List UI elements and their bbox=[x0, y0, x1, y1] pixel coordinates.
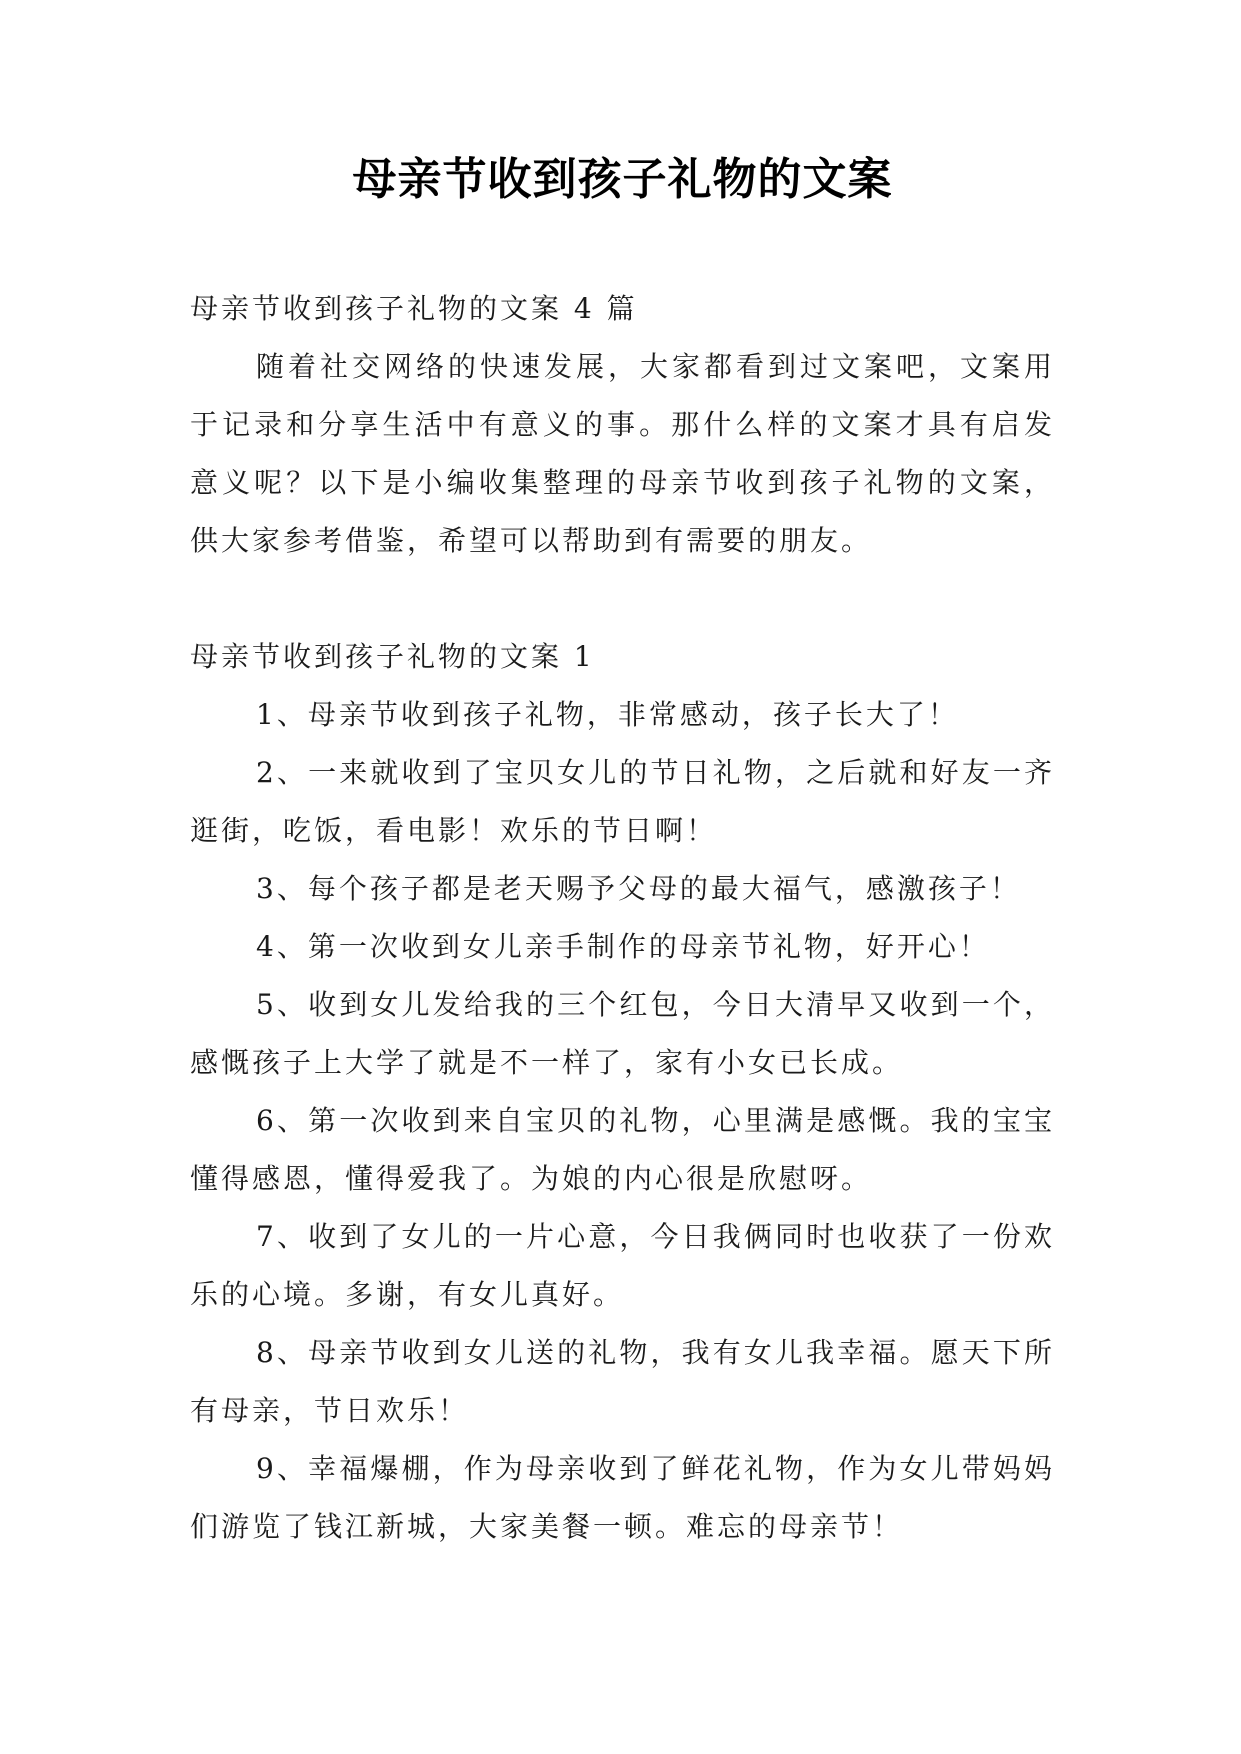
list-item: 7、收到了女儿的一片心意，今日我俩同时也收获了一份欢乐的心境。多谢，有女儿真好。 bbox=[190, 1220, 1055, 1311]
intro-heading: 母亲节收到孩子礼物的文案 4 篇 bbox=[190, 292, 638, 325]
list-item: 1、母亲节收到孩子礼物，非常感动，孩子长大了！ bbox=[256, 698, 959, 731]
intro-paragraph: 随着社交网络的快速发展，大家都看到过文案吧，文案用于记录和分享生活中有意义的事。那什么样的文案才具有启发意义呢？以下是小编收集整理的母亲节收到孩子礼物的文案，供大家参考借鉴，希望可以帮助到有需要的朋友。 bbox=[190, 350, 1055, 557]
list-item: 5、收到女儿发给我的三个红包，今日大清早又收到一个，感慨孩子上大学了就是不一样了，家有小女已长成。 bbox=[190, 988, 1055, 1079]
list-item: 6、第一次收到来自宝贝的礼物，心里满是感慨。我的宝宝懂得感恩，懂得爱我了。为娘的内心很是欣慰呀。 bbox=[190, 1104, 1055, 1195]
list-item: 3、每个孩子都是老天赐予父母的最大福气，感激孩子！ bbox=[256, 872, 1021, 905]
document-title: 母亲节收到孩子礼物的文案 bbox=[352, 154, 893, 205]
list-item: 2、一来就收到了宝贝女儿的节日礼物，之后就和好友一齐逛街，吃饭，看电影！欢乐的节日啊！ bbox=[190, 756, 1055, 847]
list-item: 4、第一次收到女儿亲手制作的母亲节礼物，好开心！ bbox=[256, 930, 990, 963]
section-1-heading: 母亲节收到孩子礼物的文案 1 bbox=[190, 640, 595, 673]
document-page bbox=[190, 150, 1055, 1556]
list-item: 8、母亲节收到女儿送的礼物，我有女儿我幸福。愿天下所有母亲，节日欢乐！ bbox=[190, 1336, 1055, 1427]
list-item: 9、幸福爆棚，作为母亲收到了鲜花礼物，作为女儿带妈妈们游览了钱江新城，大家美餐一顿。难忘的母亲节！ bbox=[190, 1452, 1055, 1543]
title-spacer bbox=[190, 210, 1055, 280]
section-gap bbox=[190, 570, 1055, 628]
